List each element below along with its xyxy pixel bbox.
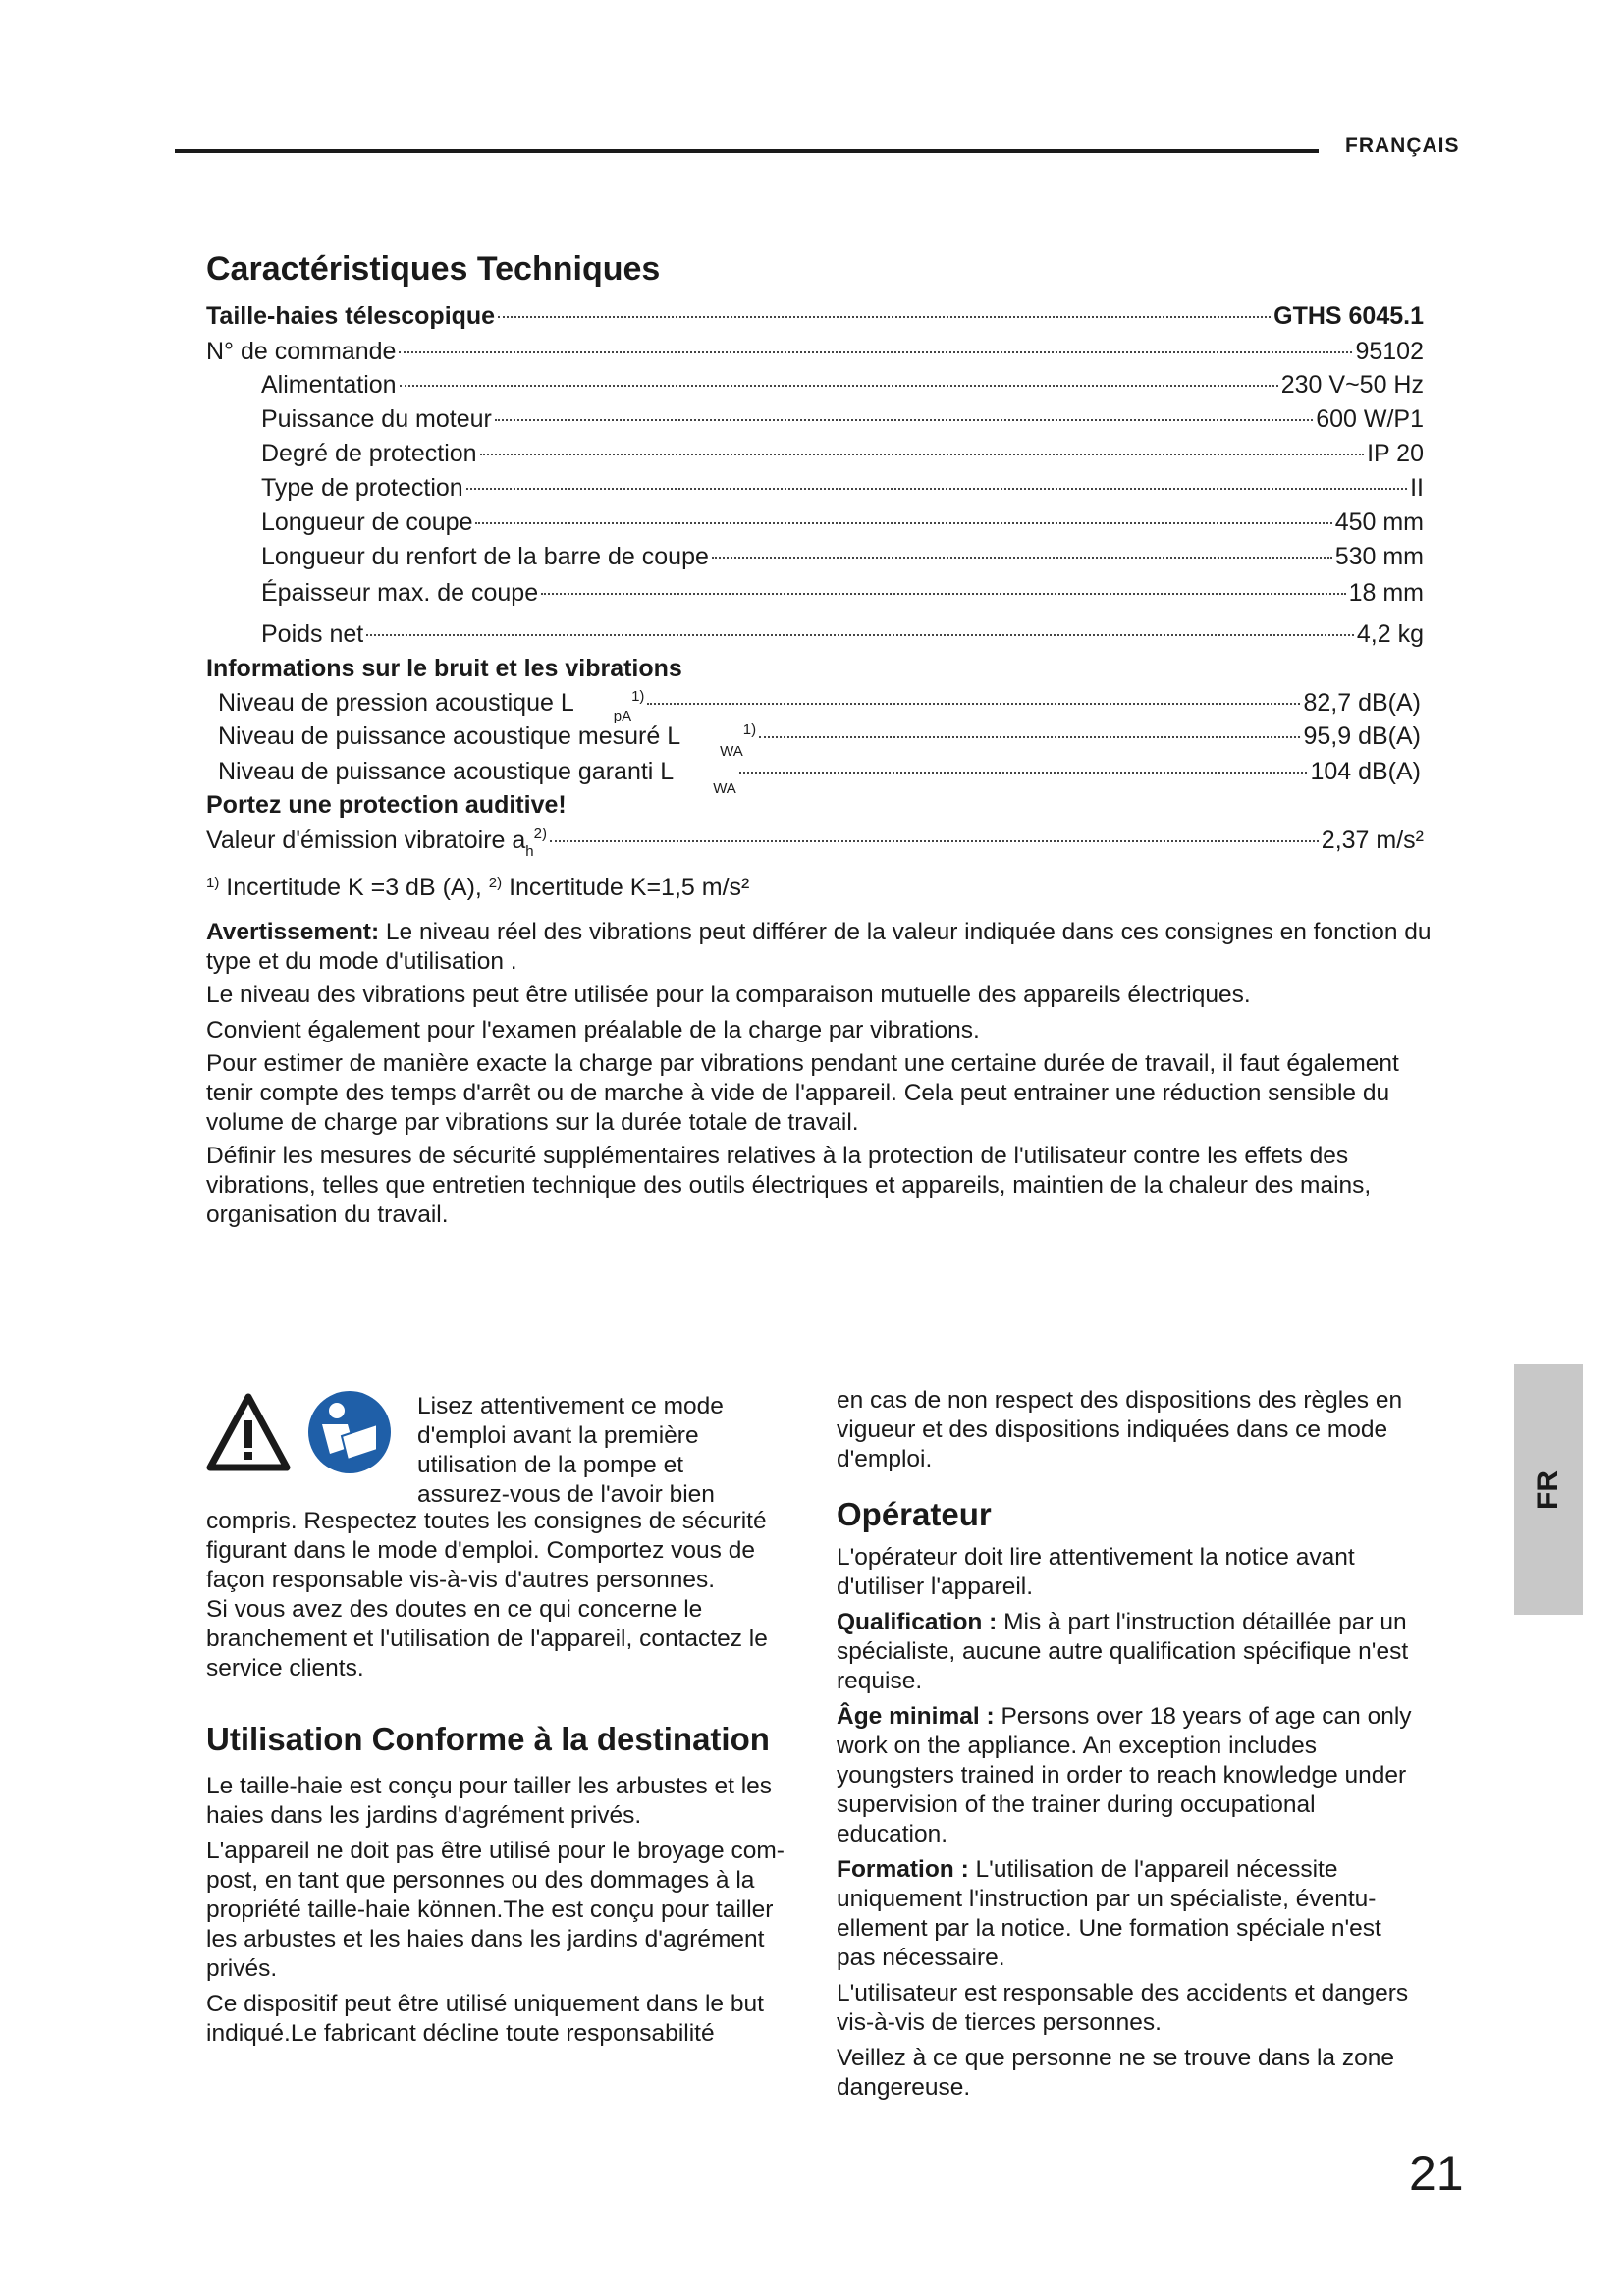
right-column [837, 1386, 1421, 2109]
spec-row: Longueur de coupe 450 mm [261, 508, 1424, 536]
warning-paragraph: Avertissement: Le niveau réel des vibrations peut différer de la valeur indiquée dans ces consignes en fonction du type et du mode d'utilisation . Le niveau des vibrations peut être utilisée pour la comparaison mutuelle des appareils électriques. Convient également pour l'examen préalable de la charge par vibrations. Pour estimer de manière exacte la charge par vibrations pendant une certaine durée de travail, il faut également tenir compte des temps d'arrêt ou de marche à vide de l'appareil. Cela peut entrainer une réduction sensible du volume de charge par vibrations sur la durée totale de travail. Définir les mesures de sécurité supplémentaires relatives à la protection de l'utilisateur contre les effets des vibrations, telles que entretien technique des outils électriques et appareils, maintien de la chaleur des mains, organisation du travail. [206, 919, 1432, 1228]
page-number: 21 [1409, 2146, 1464, 2201]
operator-p1: L'opérateur doit lire attentivement la notice avant d'utiliser l'appareil. [837, 1544, 1355, 1600]
safety-icons [204, 1389, 401, 1477]
uncertainty-note: $^{1)}$ Incertitude K =3 dB (A), $^{2)}$ Incertitude K=1,5 m/s² [206, 874, 750, 901]
spec-row: Puissance du moteur 600 W/P1 [261, 405, 1424, 433]
usage-heading: Utilisation Conforme à la destination [206, 1721, 770, 1757]
spec-row: Alimentation 230 V~50 Hz [261, 371, 1424, 399]
qualification: Qualification : Mis à part l'instruction détaillée par un spécialiste, aucune autre qualification spécifique n'est requise. [837, 1609, 1409, 1694]
responsibility: L'utilisateur est responsable des accidents et dangers vis-à-vis de tierces personnes. [837, 1980, 1409, 2036]
read-manual-icon [308, 1391, 391, 1473]
left-column [206, 1507, 805, 2055]
spec-row-product [206, 302, 1424, 331]
usage-p3: Ce dispositif peut être utilisé uniquement dans le but indiqué.Le fabricant décline toute responsabilité [206, 1991, 764, 2047]
language-side-tab: FR [1514, 1364, 1583, 1615]
intro-text: Lisez attentivement ce mode d'emploi avant la première utilisation de la pompe et assurez-vous de l'avoir bien [417, 1393, 724, 1508]
header-rule [175, 149, 1319, 153]
spec-row: Épaisseur max. de coupe 18 mm [261, 579, 1424, 607]
noise-row: Niveau de puissance acoustique garanti L WA 104 dB(A) [218, 758, 1421, 797]
spec-row: Degré de protection IP 20 [261, 440, 1424, 467]
vibration-row: Valeur d'émission vibratoire a h 2) 2,37 m/s² [206, 826, 1424, 860]
spec-row: Type de protection II [261, 474, 1424, 502]
training: Formation : L'utilisation de l'appareil nécessite uniquement l'instruction par un spécialiste, éventu-ellement par la notice. Une formation spéciale n'est pas nécessaire. [837, 1856, 1381, 1971]
spec-row: Poids net 4,2 kg [261, 620, 1424, 648]
spec-row: Longueur du renfort de la barre de coupe 530 mm [261, 543, 1424, 570]
usage-p1: Le taille-haie est conçu pour tailler les arbustes et les haies dans les jardins d'agrément privés. [206, 1773, 773, 1829]
noise-heading: Informations sur le bruit et les vibrations [206, 655, 682, 682]
warning-triangle-icon [204, 1389, 401, 1477]
usage-p2: L'appareil ne doit pas être utilisé pour le broyage com-post, en tant que personnes ou des dommages à la propriété taille-haie können.The est conçu pour tailler les arbustes et les haies dans les jardins d'agrément privés. [206, 1838, 785, 1982]
operator-heading: Opérateur [837, 1496, 992, 1532]
noise-row: Niveau de puissance acoustique mesuré L WA 1) 95,9 dB(A) [218, 721, 1421, 760]
doubts-paragraph: Si vous avez des doutes en ce qui concerne le branchement et l'utilisation de l'appareil, contactez le service clients. [206, 1596, 768, 1682]
danger-zone: Veillez à ce que personne ne se trouve dans la zone dangereuse. [837, 2045, 1394, 2101]
right-cont: en cas de non respect des dispositions des règles en vigueur et des dispositions indiquées dans ce mode d'emploi. [837, 1387, 1403, 1472]
header-language: FRANÇAIS [1345, 134, 1460, 157]
spec-value: 95102 [1355, 338, 1424, 365]
section-title: Caractéristiques Techniques [206, 250, 661, 288]
hearing-protection: Portez une protection auditive! [206, 791, 567, 819]
noise-row: Niveau de pression acoustique L pA 1) 82,7 dB(A) [218, 688, 1421, 724]
spec-label: N° de commande [206, 338, 397, 365]
spec-label: Taille-haies télescopique [206, 302, 496, 330]
spec-row-order [206, 338, 1424, 366]
intro-rest: compris. Respectez toutes les consignes de sécurité figurant dans le mode d'emploi. Comportez vous de façon responsable vis-à-vis d'autres personnes. [206, 1508, 767, 1593]
min-age: Âge minimal : Persons over 18 years of age can only work on the appliance. An exception includes youngsters trained in order to reach knowledge under supervision of the trainer during occupational education. [837, 1703, 1412, 1847]
spec-value: GTHS 6045.1 [1273, 302, 1424, 330]
